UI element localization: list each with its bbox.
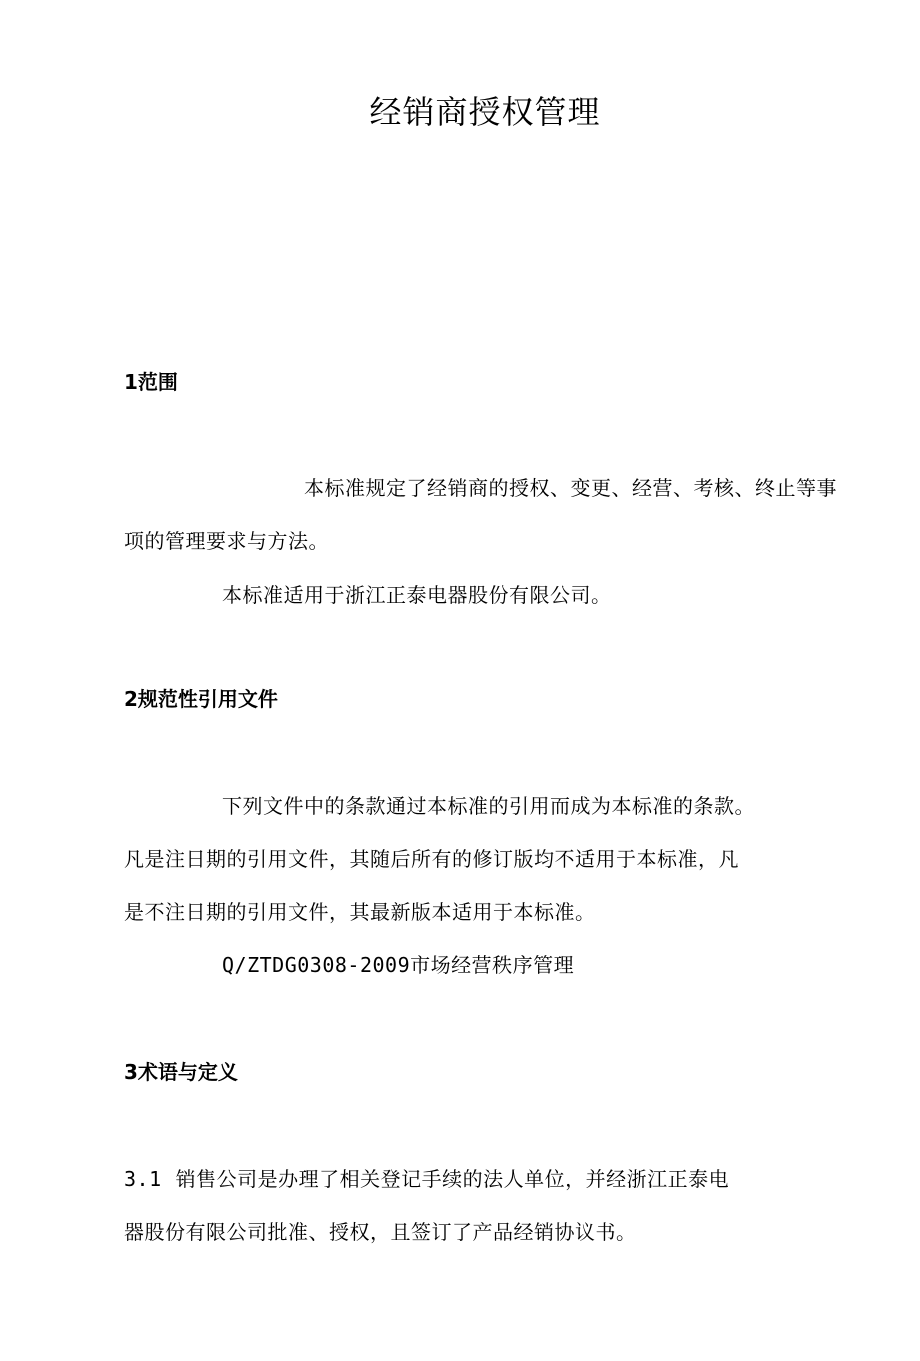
reference-code: Q/ZTDG0308-2009	[222, 953, 411, 977]
scope-applicability-line: 本标准适用于浙江正泰电器股份有限公司。	[222, 583, 612, 607]
scope-paragraph-line: 项的管理要求与方法。	[124, 529, 329, 553]
scope-paragraph-line: 本标准规定了经销商的授权、变更、经营、考核、终止等事	[304, 476, 837, 500]
references-paragraph-line: 是不注日期的引用文件，其最新版本适用于本标准。	[124, 900, 596, 924]
references-paragraph-line: 下列文件中的条款通过本标准的引用而成为本标准的条款。	[222, 794, 755, 818]
references-paragraph-line: 凡是注日期的引用文件，其随后所有的修订版均不适用于本标准，凡	[124, 847, 739, 871]
section-heading-terms-definitions: 3术语与定义	[124, 1060, 238, 1084]
section-heading-scope: 1范围	[124, 370, 178, 394]
reference-entry	[222, 955, 574, 975]
document-title: 经销商授权管理	[369, 93, 601, 131]
definition-entry	[124, 1169, 729, 1189]
definition-text: 销售公司是办理了相关登记手续的法人单位，并经浙江正泰电	[175, 1167, 730, 1191]
section-heading-normative-references: 2规范性引用文件	[124, 687, 278, 711]
definition-text-continued: 器股份有限公司批准、授权，且签订了产品经销协议书。	[124, 1220, 637, 1244]
definition-number: 3.1	[124, 1167, 162, 1191]
reference-title: 市场经营秩序管理	[410, 953, 575, 977]
